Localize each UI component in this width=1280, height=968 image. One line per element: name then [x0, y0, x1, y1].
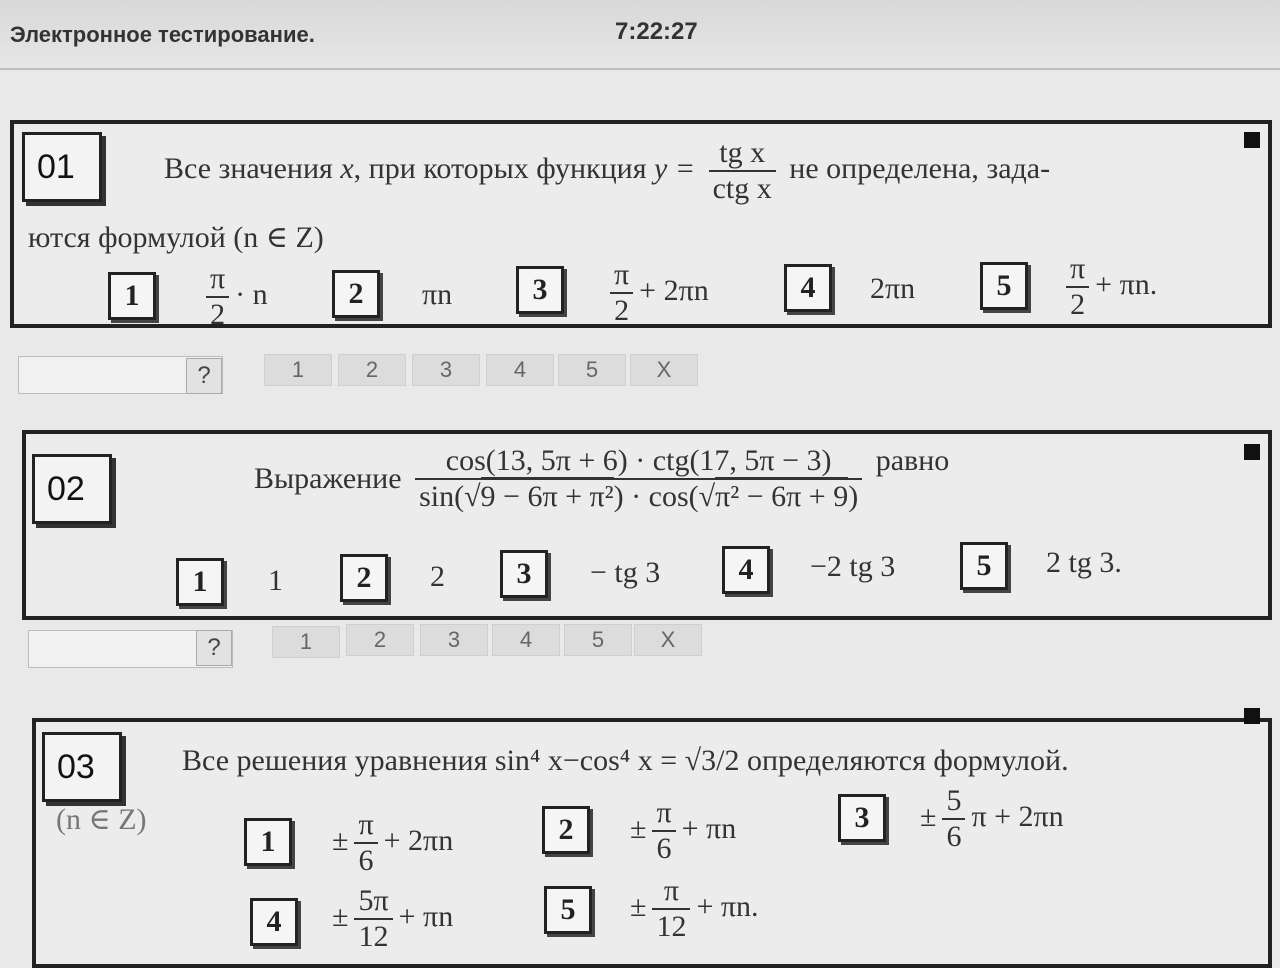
option-4-label[interactable]: 4	[250, 898, 298, 946]
option-1-value: $\frac{\pi}{2}$ · n	[200, 262, 268, 332]
choice-button-x[interactable]: X	[630, 354, 698, 386]
choice-button-4[interactable]: 4	[492, 624, 560, 656]
question-text-line2: ются формулой (n ∈ Z)	[28, 221, 324, 254]
question-number: 01	[22, 132, 102, 202]
choice-button-2[interactable]: 2	[338, 354, 406, 386]
question-number: 03	[42, 732, 122, 802]
hint-button[interactable]: ?	[186, 358, 222, 394]
option-5-value: $\frac{\pi}{2}$ + πn.	[1060, 252, 1157, 322]
option-3-value: ± $\frac{5}{6}$ π + 2πn	[920, 784, 1064, 853]
option-4-value: −2 tg 3	[810, 550, 896, 583]
corner-marker-icon	[1244, 132, 1260, 148]
question-number: 02	[32, 454, 112, 524]
option-4-value: ± $\frac{5\pi}{12}$ + πn	[332, 884, 454, 953]
option-5-label[interactable]: 5	[960, 542, 1008, 590]
option-5-value: ± $\frac{\pi}{12}$ + πn.	[630, 874, 759, 943]
option-2-value: πn	[422, 278, 453, 311]
choice-button-4[interactable]: 4	[486, 354, 554, 386]
choice-button-3[interactable]: 3	[420, 624, 488, 656]
question-text: Все решения уравнения sin⁴ x−cos⁴ x = √3/2 определяются формулой.	[182, 744, 1069, 777]
app-title: Электронное тестирование.	[10, 22, 315, 47]
option-5-value: 2 tg 3.	[1046, 546, 1122, 579]
option-5-label[interactable]: 5	[544, 886, 592, 934]
question-card-01	[10, 120, 1272, 331]
option-3-label[interactable]: 3	[838, 794, 886, 842]
option-5-label[interactable]: 5	[980, 262, 1028, 310]
choice-button-5[interactable]: 5	[564, 624, 632, 656]
function-fraction: $\frac{\text{tg x}}{\text{ctg x}}$	[709, 136, 776, 206]
answer-row-01	[18, 354, 718, 394]
option-1-label[interactable]: 1	[244, 818, 292, 866]
option-2-label[interactable]: 2	[332, 270, 380, 318]
option-3-label[interactable]: 3	[500, 550, 548, 598]
option-4-label[interactable]: 4	[722, 546, 770, 594]
top-bar	[0, 0, 1280, 70]
question-text: Выражение $\frac{\text{cos(13, 5π + 6) · ctg(17, 5π − 3)}}{\text{sin(√9 − 6π + π²) · cos(√π² − 6π + 9)}}$ равно	[254, 444, 950, 513]
option-2-value: ± $\frac{\pi}{6}$ + πn	[630, 796, 737, 865]
option-2-value: 2	[430, 560, 445, 593]
option-1-value: ± $\frac{\pi}{6}$ + 2πn	[332, 808, 454, 877]
choice-button-5[interactable]: 5	[558, 354, 626, 386]
corner-marker-icon	[1244, 708, 1260, 724]
option-4-label[interactable]: 4	[784, 264, 832, 312]
choice-button-1[interactable]: 1	[264, 354, 332, 386]
choice-button-1[interactable]: 1	[272, 626, 340, 658]
option-2-label[interactable]: 2	[542, 806, 590, 854]
question-text: Все значения x, при которых функция y = $\frac{\text{tg x}}{\text{ctg x}}$ не определена, зада-	[164, 136, 1051, 205]
question-card-03	[32, 718, 1272, 968]
question-text-line2: (n ∈ Z)	[56, 803, 147, 836]
option-3-label[interactable]: 3	[516, 266, 564, 314]
timer: 7:22:27	[615, 18, 698, 45]
option-1-label[interactable]: 1	[108, 272, 156, 320]
hint-button[interactable]: ?	[196, 630, 232, 666]
choice-button-2[interactable]: 2	[346, 624, 414, 656]
option-1-label[interactable]: 1	[176, 558, 224, 606]
option-2-label[interactable]: 2	[340, 554, 388, 602]
choice-button-3[interactable]: 3	[412, 354, 480, 386]
answer-row-02	[28, 624, 728, 664]
choice-button-x[interactable]: X	[634, 624, 702, 656]
option-4-value: 2πn	[870, 272, 916, 305]
option-3-value: − tg 3	[590, 556, 661, 589]
corner-marker-icon	[1244, 444, 1260, 460]
question-card-02	[22, 430, 1272, 620]
option-3-value: $\frac{\pi}{2}$ + 2πn	[604, 258, 709, 328]
expression-fraction: $\frac{\text{cos(13, 5π + 6) · ctg(17, 5π − 3)}}{\text{sin(√9 − 6π + π²) · cos(√π² − 6π + 9)}}$	[415, 444, 862, 514]
option-1-value: 1	[268, 564, 283, 597]
